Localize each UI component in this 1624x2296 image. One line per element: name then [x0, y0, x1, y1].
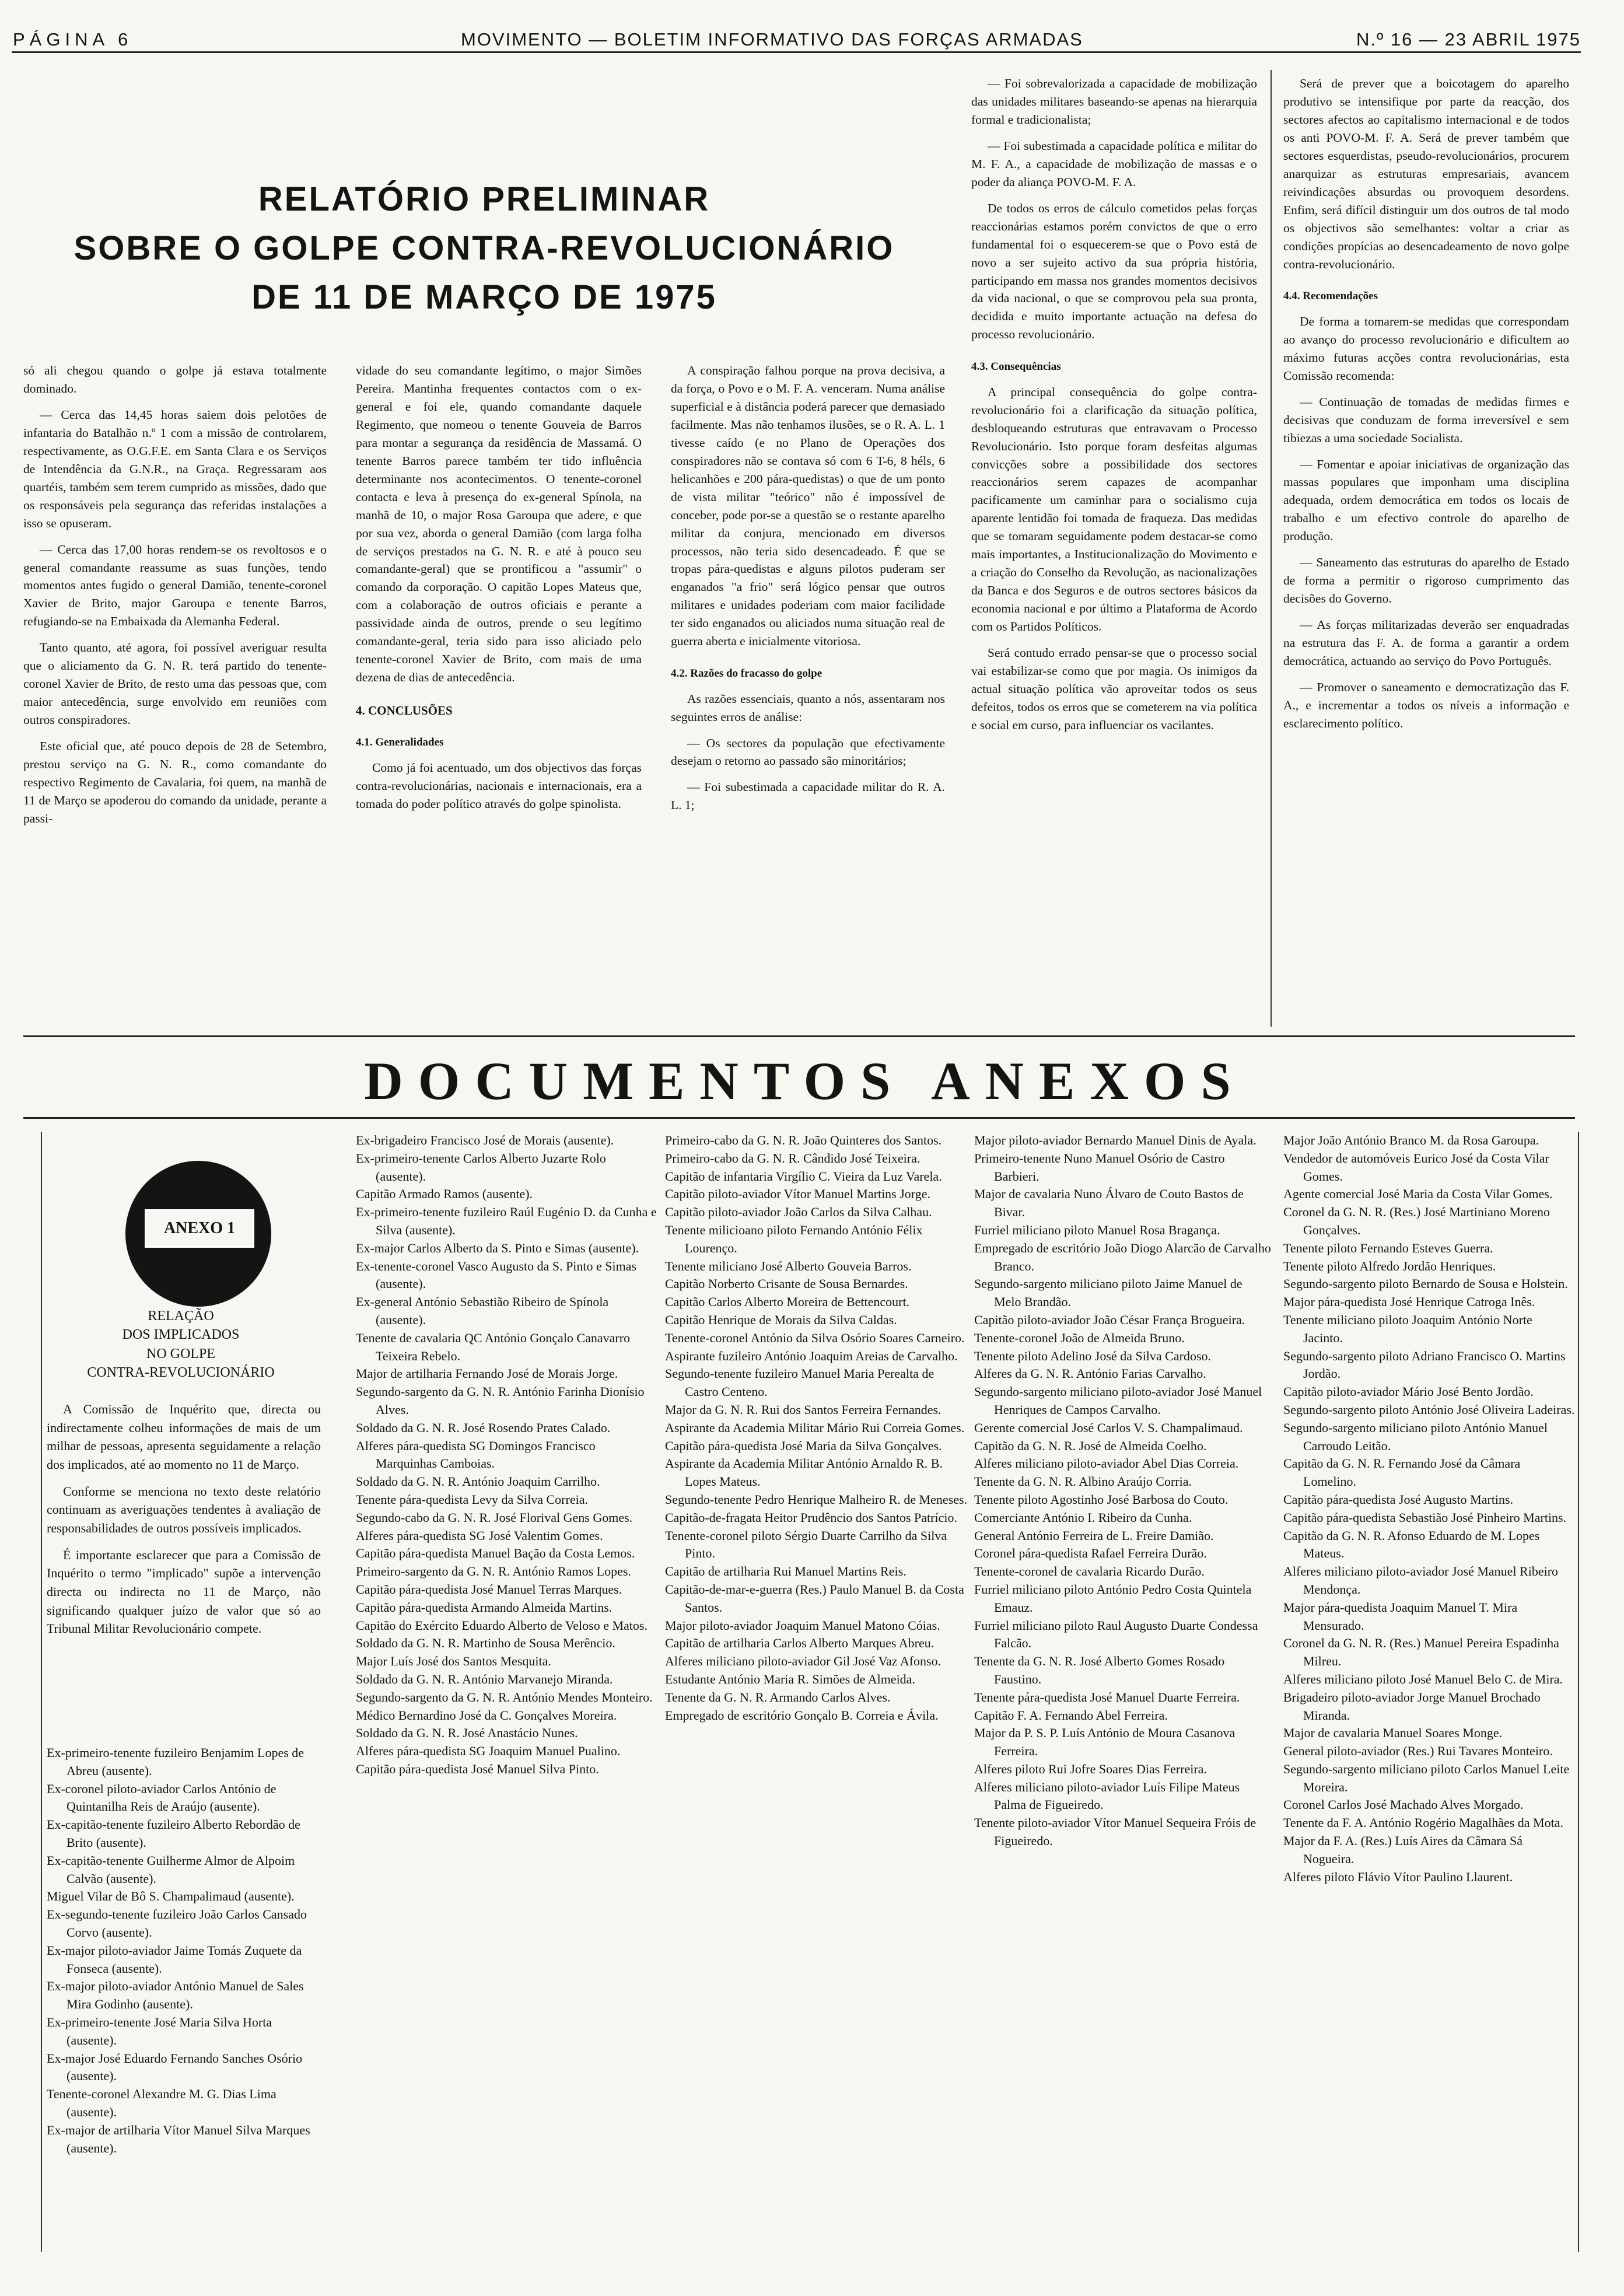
- implicated-name: Médico Bernardino José da C. Gonçalves Moreira.: [356, 1707, 617, 1723]
- implicated-name: Ex-coronel piloto-aviador Carlos António de Quintanilha Reis de Araújo (ausente).: [47, 1781, 276, 1814]
- publication-name: MOVIMENTO — BOLETIM INFORMATIVO DAS FORÇAS ARMADAS: [461, 29, 1083, 50]
- implicated-name: Ex-major de artilharia Vítor Manuel Silva Marques (ausente).: [47, 2122, 310, 2155]
- implicated-name: Tenente de cavalaria QC António Gonçalo Canavarro Teixeira Rebelo.: [356, 1330, 631, 1363]
- implicated-name: Capitão piloto-aviador João Carlos da Silva Calhau.: [665, 1205, 932, 1220]
- implicated-name: Ex-major José Eduardo Fernando Sanches Osório (ausente).: [47, 2050, 303, 2084]
- implicated-name: Major de artilharia Fernando José de Morais Jorge.: [356, 1366, 618, 1381]
- paragraph: — Cerca das 14,45 horas saiem dois pelotões de infantaria do Batalhão n.º 1 com a missão de controlarem, respectivamente, as O.G.F.E. em Santa Clara e os Serviços de Intendência da G.N.R., na Graça. Regressaram aos quartéis, também sem terem cumprido as missões, dado que os responsáveis pela segurança das referidas instalações a isso se opuseram.: [23, 407, 327, 530]
- paragraph: É importante esclarecer que para a Comissão de Inquérito o termo "implicado" supõe a intervenção directa ou indirecta no 11 de Março, não significando qualquer juízo de valor que só ao Tribunal Militar Revolucionário compete.: [47, 1547, 321, 1636]
- relation-title-line: DOS IMPLICADOS: [122, 1327, 240, 1343]
- implicated-name: Tenente-coronel de cavalaria Ricardo Durão.: [974, 1564, 1205, 1579]
- annexes-title: DOCUMENTOS ANEXOS: [364, 1051, 1246, 1111]
- implicated-name: Capitão F. A. Fernando Abel Ferreira.: [974, 1707, 1168, 1723]
- implicated-name: Segundo-cabo da G. N. R. José Florival Gens Gomes.: [356, 1510, 633, 1525]
- implicated-name: Capitão Henrique de Morais da Silva Caldas.: [665, 1312, 897, 1327]
- implicated-name: Primeiro-sargento da G. N. R. António Ramos Lopes.: [356, 1564, 631, 1579]
- implicated-name: Alferes piloto Rui Jofre Soares Dias Ferreira.: [974, 1761, 1207, 1776]
- implicated-name: Alferes miliciano piloto-aviador Gil José Vaz Afonso.: [665, 1654, 942, 1669]
- implicated-name: Major pára-quedista José Henrique Catroga Inês.: [1283, 1294, 1535, 1310]
- paragraph: De forma a tomarem-se medidas que correspondam ao avanço do processo revolucionário e dificultem ao máximo futuras acções contra revolucionárias, esta Comissão recomenda:: [1283, 314, 1569, 383]
- implicated-name: Agente comercial José Maria da Costa Vilar Gomes.: [1283, 1186, 1553, 1202]
- generalities-heading: 4.1. Generalidades: [356, 736, 444, 749]
- implicated-name: Ex-tenente-coronel Vasco Augusto da S. Pinto e Simas (ausente).: [356, 1258, 637, 1292]
- paragraph: só ali chegou quando o golpe já estava totalmente dominado.: [23, 363, 327, 396]
- implicated-name: Segundo-sargento miliciano piloto-aviador José Manuel Henriques de Campos Carvalho.: [974, 1384, 1262, 1417]
- implicated-name: Ex-capitão-tenente Guilherme Almor de Alpoim Calvão (ausente).: [47, 1853, 295, 1886]
- implicated-name: Tenente da G. N. R. Armando Carlos Alves.: [665, 1689, 891, 1704]
- recommendations-heading: 4.4. Recomendações: [1283, 290, 1378, 303]
- annex-frame-right: [1578, 1132, 1579, 2252]
- implicated-name: Ex-general António Sebastião Ribeiro de Spínola (ausente).: [356, 1294, 609, 1327]
- implicated-name: Tenente miliciano José Alberto Gouveia Barros.: [665, 1258, 912, 1273]
- relation-title: [47, 1307, 315, 1382]
- paragraph: Será de prever que a boicotagem do aparelho produtivo se intensifique por parte da reacção, dos sectores afectos ao capitalismo internacional e de todos os anti POVO-M. F. A. Será de prever também que sectores esquerdistas, pseudo-revolucionários, procurem anarquizar as estruturas empresariais, avancem reivindicações absurdas ou provoquem desordens. Enfim, será difícil distinguir um dos outros de tal modo os objectivos são semelhantes: voltar a criar as condições propícias ao desencadeamento de novo golpe contra-revolucionário.: [1283, 76, 1569, 271]
- page-header: [0, 21, 1624, 56]
- implicated-name: Tenente miliciano piloto Joaquim António Norte Jacinto.: [1283, 1312, 1532, 1345]
- issue-date: N.º 16 — 23 ABRIL 1975: [1356, 29, 1581, 50]
- implicated-name: Capitão pára-quedista Armando Almeida Martins.: [356, 1600, 612, 1615]
- implicated-name: Segundo-tenente Pedro Henrique Malheiro R. de Meneses.: [665, 1492, 968, 1507]
- article-column-1: [23, 362, 327, 836]
- implicated-name: Segundo-sargento miliciano piloto António Manuel Carroudo Leitão.: [1283, 1420, 1548, 1453]
- implicated-name: Capitão pára-quedista José Maria da Silva Gonçalves.: [665, 1438, 942, 1453]
- implicated-name: Capitão de artilharia Rui Manuel Martins Reis.: [665, 1564, 907, 1579]
- implicated-name: Primeiro-tenente Nuno Manuel Osório de Castro Barbieri.: [974, 1150, 1225, 1184]
- paragraph: — Foi sobrevalorizada a capacidade de mobilização das unidades militares baseando-se apenas na hierarquia formal e tradicionalista;: [971, 76, 1257, 127]
- implicated-name: Ex-primeiro-tenente fuzileiro Raúl Eugénio D. da Cunha e Silva (ausente).: [356, 1205, 657, 1237]
- implicated-name: Comerciante António I. Ribeiro da Cunha.: [974, 1510, 1192, 1525]
- implicated-name: Vendedor de automóveis Eurico José da Costa Vilar Gomes.: [1283, 1150, 1549, 1184]
- reasons-heading: 4.2. Razões do fracasso do golpe: [671, 667, 822, 680]
- implicated-name: Primeiro-cabo da G. N. R. João Quinteres dos Santos.: [665, 1133, 942, 1147]
- annex-label: ANEXO 1: [145, 1209, 254, 1248]
- implicated-name: Segundo-sargento miliciano piloto Carlos Manuel Leite Moreira.: [1283, 1761, 1570, 1794]
- article-column-4: [971, 75, 1257, 743]
- implicated-name: Furriel miliciano piloto Manuel Rosa Bragança.: [974, 1222, 1220, 1237]
- implicated-name: Segundo-sargento da G. N. R. António Mendes Monteiro.: [356, 1689, 653, 1704]
- implicated-name: Segundo-sargento miliciano piloto Jaime Manuel de Melo Brandão.: [974, 1276, 1242, 1310]
- paragraph: — Foi subestimada a capacidade política e militar do M. F. A., a capacidade de mobilização de massas e o poder da aliança POVO-M. F. A.: [971, 138, 1257, 189]
- title-line-2: SOBRE O GOLPE CONTRA-REVOLUCIONÁRIO: [74, 229, 895, 268]
- paragraph: Tanto quanto, até agora, foi possível averiguar resulta que o aliciamento da G. N. R. terá partido do tenente-coronel Xavier de Brito, de resto uma das pessoas que, com maior antecedência, surge envolvido em reuniões com outros conspiradores.: [23, 640, 327, 727]
- implicated-name: Tenente da F. A. António Rogério Magalhães da Mota.: [1283, 1815, 1563, 1831]
- implicated-name: Tenente piloto Alfredo Jordão Henriques.: [1283, 1258, 1496, 1273]
- implicated-name: Furriel miliciano piloto Raul Augusto Duarte Condessa Falcão.: [974, 1618, 1258, 1651]
- implicated-name: Empregado de escritório Gonçalo B. Correia e Ávila.: [665, 1707, 939, 1723]
- report-title: [23, 175, 945, 322]
- implicated-name: Tenente pára-quedista José Manuel Duarte Ferreira.: [974, 1689, 1240, 1704]
- implicated-name: Coronel da G. N. R. (Res.) José Martiniano Moreno Gonçalves.: [1283, 1205, 1550, 1237]
- implicated-name: Capitão piloto-aviador Mário José Bento Jordão.: [1283, 1384, 1534, 1399]
- implicated-name: Capitão pára-quedista José Augusto Martins.: [1283, 1492, 1514, 1507]
- implicated-name: Tenente piloto-aviador Vítor Manuel Sequeira Fróis de Figueiredo.: [974, 1815, 1256, 1849]
- implicated-name: Soldado da G. N. R. Martinho de Sousa Merêncio.: [356, 1636, 615, 1651]
- implicated-name: Primeiro-cabo da G. N. R. Cândido José Teixeira.: [665, 1150, 921, 1166]
- paragraph: Conforme se menciona no texto deste relatório continuam as averiguações tendentes à avaliação de responsabilidades de outros possíveis implicados.: [47, 1483, 321, 1536]
- section-rule-top: [23, 1035, 1575, 1037]
- paragraph: Como já foi acentuado, um dos objectivos das forças contra-revolucionárias, nacionais e internacionais, era a tomada do poder político através do golpe spinolista.: [356, 760, 642, 811]
- implicated-name: Alferes da G. N. R. António Farias Carvalho.: [974, 1366, 1206, 1381]
- consequences-heading: 4.3. Consequências: [971, 360, 1061, 373]
- implicated-name: Alferes miliciano piloto José Manuel Belo C. de Mira.: [1283, 1671, 1563, 1686]
- implicated-name: Alferes pára-quedista SG Joaquim Manuel Pualino.: [356, 1744, 621, 1759]
- header-rule: [12, 51, 1581, 53]
- implicated-name: Tenente-coronel João de Almeida Bruno.: [974, 1330, 1185, 1345]
- implicated-name: Major da F. A. (Res.) Luís Aires da Câmara Sá Nogueira.: [1283, 1833, 1523, 1866]
- implicated-name: Alferes miliciano piloto-aviador Luís Filipe Mateus Palma de Figueiredo.: [974, 1779, 1240, 1812]
- implicated-name: Coronel da G. N. R. (Res.) Manuel Pereira Espadinha Milreu.: [1283, 1636, 1559, 1669]
- implicated-name: Tenente-coronel António da Silva Osório Soares Carneiro.: [665, 1330, 965, 1345]
- implicated-name: Capitão da G. N. R. Fernando José da Câmara Lomelino.: [1283, 1456, 1521, 1489]
- implicated-name: Miguel Vilar de Bô S. Champalimaud (ausente).: [47, 1889, 295, 1904]
- implicated-name: Major João António Branco M. da Rosa Garoupa.: [1283, 1133, 1539, 1147]
- implicated-name: Ex-major piloto-aviador António Manuel de Sales Mira Godinho (ausente).: [47, 1979, 304, 2012]
- paragraph: — As forças militarizadas deverão ser enquadradas na estrutura das F. A. de forma a garantir a ordem democrática, actuando ao serviço do Povo Português.: [1283, 618, 1569, 668]
- annex-intro: [47, 1400, 321, 1646]
- implicated-name: General António Ferreira de L. Freire Damião.: [974, 1528, 1214, 1543]
- implicated-name: Major piloto-aviador Bernardo Manuel Dinis de Ayala.: [974, 1133, 1256, 1147]
- implicated-name: Soldado da G. N. R. António Marvanejo Miranda.: [356, 1671, 613, 1686]
- implicated-name: Major da P. S. P. Luís António de Moura Casanova Ferreira.: [974, 1726, 1236, 1759]
- section-rule-bottom: [23, 1117, 1575, 1119]
- annex-frame-left: [41, 1132, 42, 2252]
- implicated-name: Major de cavalaria Nuno Álvaro de Couto Bastos de Bivar.: [974, 1186, 1244, 1220]
- implicated-name: Aspirante da Academia Militar António Arnaldo R. B. Lopes Mateus.: [665, 1456, 943, 1489]
- implicated-name: Aspirante fuzileiro António Joaquim Areias de Carvalho.: [665, 1348, 958, 1363]
- implicated-name: Alferes pára-quedista SG Domingos Francisco Marquinhas Camboias.: [356, 1438, 596, 1471]
- implicated-name: Ex-primeiro-tenente fuzileiro Benjamim Lopes de Abreu (ausente).: [47, 1745, 304, 1778]
- implicated-name: Capitão pára-quedista José Manuel Silva Pinto.: [356, 1761, 599, 1776]
- implicated-name: Capitão pára-quedista Manuel Bação da Costa Lemos.: [356, 1546, 635, 1561]
- paragraph: — Saneamento das estruturas do aparelho de Estado de forma a permitir o rigoroso cumprimento das decisões do Governo.: [1283, 555, 1569, 606]
- implicated-name: Capitão de artilharia Carlos Alberto Marques Abreu.: [665, 1636, 935, 1651]
- implicated-name: Furriel miliciano piloto António Pedro Costa Quintela Emauz.: [974, 1581, 1252, 1615]
- implicated-name: Capitão Armado Ramos (ausente).: [356, 1186, 533, 1202]
- implicated-name: Ex-segundo-tenente fuzileiro João Carlos Cansado Corvo (ausente).: [47, 1907, 307, 1940]
- implicated-name: Soldado da G. N. R. António Joaquim Carrilho.: [356, 1474, 600, 1489]
- paragraph: Será contudo errado pensar-se que o processo social vai estabilizar-se como que por magia. Os inimigos da actual situação política vão aproveitar todos os seus defeitos, todos os erros que se cometerem na via política e social em curso, para influenciar os vacilantes.: [971, 646, 1257, 732]
- paragraph: — Cerca das 17,00 horas rendem-se os revoltosos e o general comandante reassume as suas funções, tendo momentos antes fugido o general Damião, tenente-coronel Xavier de Brito, major Garoupa e tenente Barros, refugiando-se na Embaixada da Alemanha Federal.: [23, 542, 327, 629]
- implicated-name: Coronel Carlos José Machado Alves Morgado.: [1283, 1797, 1524, 1812]
- paragraph: — Foi subestimada a capacidade militar do R. A. L. 1;: [671, 780, 945, 813]
- implicated-name: Tenente pára-quedista Levy da Silva Correia.: [356, 1492, 588, 1507]
- paragraph: As razões essenciais, quanto a nós, assentaram nos seguintes erros de análise:: [671, 691, 945, 724]
- paragraph: — Continuação de tomadas de medidas firmes e decisivas que conduzam de forma irreversível e sem tibiezas a uma sociedade Socialista.: [1283, 394, 1569, 445]
- article-column-2: [356, 362, 642, 821]
- implicated-name: Alferes miliciano piloto-aviador Abel Dias Correia.: [974, 1456, 1239, 1471]
- implicated-name: Estudante António Maria R. Simões de Almeida.: [665, 1671, 915, 1686]
- implicated-name: Aspirante da Academia Militar Mário Rui Correia Gomes.: [665, 1420, 965, 1435]
- paragraph: — Fomentar e apoiar iniciativas de organização das massas populares que imponham uma disciplina adequada, ordem democrática em todos os locais de trabalho e um efectivo controle do aparelho de produção.: [1283, 457, 1569, 544]
- names-column-4: [974, 1132, 1272, 1850]
- implicated-name: Capitão do Exército Eduardo Alberto de Veloso e Matos.: [356, 1618, 648, 1633]
- implicated-name: Ex-brigadeiro Francisco José de Morais (ausente).: [356, 1133, 614, 1147]
- implicated-name: Capitão pára-quedista José Manuel Terras Marques.: [356, 1581, 622, 1597]
- relation-title-line: RELAÇÃO: [148, 1308, 214, 1324]
- paragraph: De todos os erros de cálculo cometidos pelas forças reaccionárias estamos porém convictos de que o erro fundamental foi o esquecerem-se que o Povo está de novo a ser sujeito activo da sua própria história, participando em massa nos grandes momentos decisivos da vida nacional, o que se comprovou pela sua pronta, decidida e muito importante actuação na defesa do processo revolucionário.: [971, 201, 1257, 342]
- implicated-name: Capitão Norberto Crisante de Sousa Bernardes.: [665, 1276, 908, 1292]
- implicated-name: Ex-major piloto-aviador Jaime Tomás Zuquete da Fonseca (ausente).: [47, 1943, 302, 1976]
- implicated-name: Tenente piloto Fernando Esteves Guerra.: [1283, 1240, 1493, 1255]
- implicated-name: Tenente da G. N. R. Albino Araújo Corria.: [974, 1474, 1192, 1489]
- implicated-name: Tenente da G. N. R. José Alberto Gomes Rosado Faustino.: [974, 1654, 1225, 1686]
- implicated-name: Soldado da G. N. R. José Anastácio Nunes.: [356, 1726, 578, 1741]
- implicated-name: Capitão piloto-aviador João César França Brogueira.: [974, 1312, 1245, 1327]
- implicated-name: Capitão-de-mar-e-guerra (Res.) Paulo Manuel B. da Costa Santos.: [665, 1581, 964, 1615]
- implicated-name: Major pára-quedista Joaquim Manuel T. Mira Mensurado.: [1283, 1600, 1518, 1633]
- paragraph: vidade do seu comandante legítimo, o major Simões Pereira. Mantinha frequentes contactos com o ex-general e foi ele, quando comandante daquele Regimento, que nomeou o tenente Gouveia de Barros para montar a segurança da residência de Massamá. O tenente Barros parece também ter tido influência determinante nos acontecimentos. O tenente-coronel contacta e leva à presença do ex-general Spínola, na manhã de 10, o major Rosa Garoupa que adere, e que por sua vez, aborda o general Damião (com larga folha de serviços prestados na G. N. R. e até à pouco seu comandante-geral) que se prontificou a "assumir" o comando da corporação. O capitão Lopes Mateus que, com a colaboração de outros oficiais e perante a passividade ainda de outros, prende o seu legítimo comandante-geral, teria sido para isso aliciado pelo tenente-coronel Xavier de Brito, com mais de uma dezena de dias de antecedência.: [356, 363, 642, 685]
- names-column-5: [1283, 1132, 1575, 1886]
- implicated-name: Ex-primeiro-tenente José Maria Silva Horta (ausente).: [47, 2014, 272, 2048]
- column-divider: [1270, 70, 1272, 1027]
- implicated-name: Alferes piloto Flávio Vítor Paulino Llaurent.: [1283, 1869, 1513, 1884]
- implicated-name: Segundo-sargento piloto António José Oliveira Ladeiras.: [1283, 1402, 1575, 1417]
- article-column-5: [1283, 75, 1569, 741]
- implicated-name: Capitão Carlos Alberto Moreira de Bettencourt.: [665, 1294, 910, 1310]
- paragraph: A principal consequência do golpe contra-revolucionário foi a clarificação da situação política, desbloqueando estruturas que entravavam o Processo Revolucionário. Isto porque foram desfeitas algumas convicções sobre a possibilidade dos sectores reaccionários serem capazes de acompanhar pacificamente um caminhar para o socialismo cuja aparente lentidão foi tomada de fraqueza. Das medidas que se tomaram seguidamente podem destacar-se como mais importantes, a Institucionalização do Movimento e a criação do Conselho da Revolução, as nacionalizações da Banca e dos Seguros e de outros sectores básicos da economia nacional e por último a Plataforma de Acordo com os Partidos Políticos.: [971, 384, 1257, 634]
- implicated-name: Major de cavalaria Manuel Soares Monge.: [1283, 1726, 1503, 1741]
- implicated-name: Tenente milicioano piloto Fernando António Félix Lourenço.: [665, 1222, 923, 1255]
- implicated-name: Tenente-coronel piloto Sérgio Duarte Carrilho da Silva Pinto.: [665, 1528, 947, 1561]
- page-number: PÁGINA 6: [13, 29, 133, 50]
- implicated-name: Tenente piloto Agostinho José Barbosa do Couto.: [974, 1492, 1228, 1507]
- implicated-name: Soldado da G. N. R. José Rosendo Prates Calado.: [356, 1420, 611, 1435]
- implicated-name: Ex-primeiro-tenente Carlos Alberto Juzarte Rolo (ausente).: [356, 1150, 606, 1184]
- implicated-name: Empregado de escritório João Diogo Alarcão de Carvalho Branco.: [974, 1240, 1271, 1273]
- paragraph: — Promover o saneamento e democratização das F. A., e incrementar a todos os níveis a informação e esclarecimento político.: [1283, 680, 1569, 730]
- implicated-name: Capitão de infantaria Virgílio C. Vieira da Luz Varela.: [665, 1168, 942, 1184]
- paragraph: Este oficial que, até pouco depois de 28 de Setembro, prestou serviço na G. N. R., como comandante do respectivo Regimento de Cavalaria, foi quem, na manhã de 11 de Março se apoderou do comando da unidade, perante a passi-: [23, 739, 327, 825]
- implicated-name: Capitão pára-quedista Sebastião José Pinheiro Martins.: [1283, 1510, 1567, 1525]
- article-column-3: [671, 362, 945, 822]
- implicated-name: Major Luís José dos Santos Mesquita.: [356, 1654, 551, 1669]
- implicated-name: Ex-major Carlos Alberto da S. Pinto e Simas (ausente).: [356, 1240, 639, 1255]
- implicated-name: Tenente-coronel Alexandre M. G. Dias Lima (ausente).: [47, 2087, 276, 2119]
- title-line-3: DE 11 DE MARÇO DE 1975: [251, 278, 717, 317]
- title-line-1: RELATÓRIO PRELIMINAR: [258, 180, 710, 218]
- implicated-name: Capitão-de-fragata Heitor Prudêncio dos Santos Patrício.: [665, 1510, 957, 1525]
- implicated-name: Tenente piloto Adelino José da Silva Cardoso.: [974, 1348, 1212, 1363]
- implicated-name: Coronel pára-quedista Rafael Ferreira Durão.: [974, 1546, 1207, 1561]
- names-column-2: [356, 1132, 659, 1779]
- conclusions-heading: 4. CONCLUSÕES: [356, 704, 453, 718]
- implicated-name: Capitão da G. N. R. José de Almeida Coelho.: [974, 1438, 1207, 1453]
- implicated-name: Major da G. N. R. Rui dos Santos Ferreira Fernandes.: [665, 1402, 942, 1417]
- implicated-name: Segundo-sargento piloto Bernardo de Sousa e Holstein.: [1283, 1276, 1568, 1292]
- implicated-name: General piloto-aviador (Res.) Rui Tavares Monteiro.: [1283, 1744, 1553, 1759]
- implicated-name: Gerente comercial José Carlos V. S. Champalimaud.: [974, 1420, 1243, 1435]
- paragraph: A conspiração falhou porque na prova decisiva, a da força, o Povo e o M. F. A. venceram. Numa análise superficial e à distância poderá parecer que demasiado facilmente. Mas não tenhamos ilusões, se o R. A. L. 1 tivesse caído (e no Plano de Operações dos conspiradores não se contava só com 6 T-6, 8 héls, 6 helicanhões e 200 pára-quedistas) o que de um ponto de vista militar "teórico" não é impossível de conceber, pode por-se a questão se o restante aparelho militar da conjura, mencionado em diversos processos, não teria sido desencadeado. É que se tropas pára-quedistas e alguns pilotos puderam ser enganados "a frio" será lógico pensar que outros militares e unidades poderiam com maior facilidade ter sido enganados ou aliciados numa situação real de guerra aberta e inicialmente vitoriosa.: [671, 363, 945, 649]
- implicated-name: Brigadeiro piloto-aviador Jorge Manuel Brochado Miranda.: [1283, 1689, 1541, 1723]
- implicated-name: Alferes miliciano piloto-aviador José Manuel Ribeiro Mendonça.: [1283, 1564, 1559, 1597]
- implicated-name: Segundo-sargento piloto Adriano Francisco O. Martins Jordão.: [1283, 1348, 1566, 1381]
- relation-title-line: NO GOLPE: [146, 1346, 215, 1362]
- implicated-name: Segundo-tenente fuzileiro Manuel Maria Perealta de Castro Centeno.: [665, 1366, 935, 1399]
- implicated-name: Capitão da G. N. R. Afonso Eduardo de M. Lopes Mateus.: [1283, 1528, 1540, 1561]
- names-column-1: [47, 1744, 321, 2157]
- implicated-name: Alferes pára-quedista SG José Valentim Gomes.: [356, 1528, 603, 1543]
- relation-title-line: CONTRA-REVOLUCIONÁRIO: [87, 1365, 275, 1381]
- paragraph: A Comissão de Inquérito que, directa ou indirectamente colheu informações de mais de um milhar de pessoas, apresenta seguidamente a relação dos implicados, até ao momento no 11 de Março.: [47, 1402, 321, 1472]
- names-column-3: [665, 1132, 968, 1724]
- implicated-name: Major piloto-aviador Joaquim Manuel Matono Cóias.: [665, 1618, 940, 1633]
- implicated-name: Segundo-sargento da G. N. R. António Farinha Dionísio Alves.: [356, 1384, 645, 1417]
- implicated-name: Ex-capitão-tenente fuzileiro Alberto Rebordão de Brito (ausente).: [47, 1817, 300, 1850]
- paragraph: — Os sectores da população que efectivamente desejam o retorno ao passado são minoritários;: [671, 736, 945, 768]
- implicated-name: Capitão piloto-aviador Vítor Manuel Martins Jorge.: [665, 1186, 930, 1202]
